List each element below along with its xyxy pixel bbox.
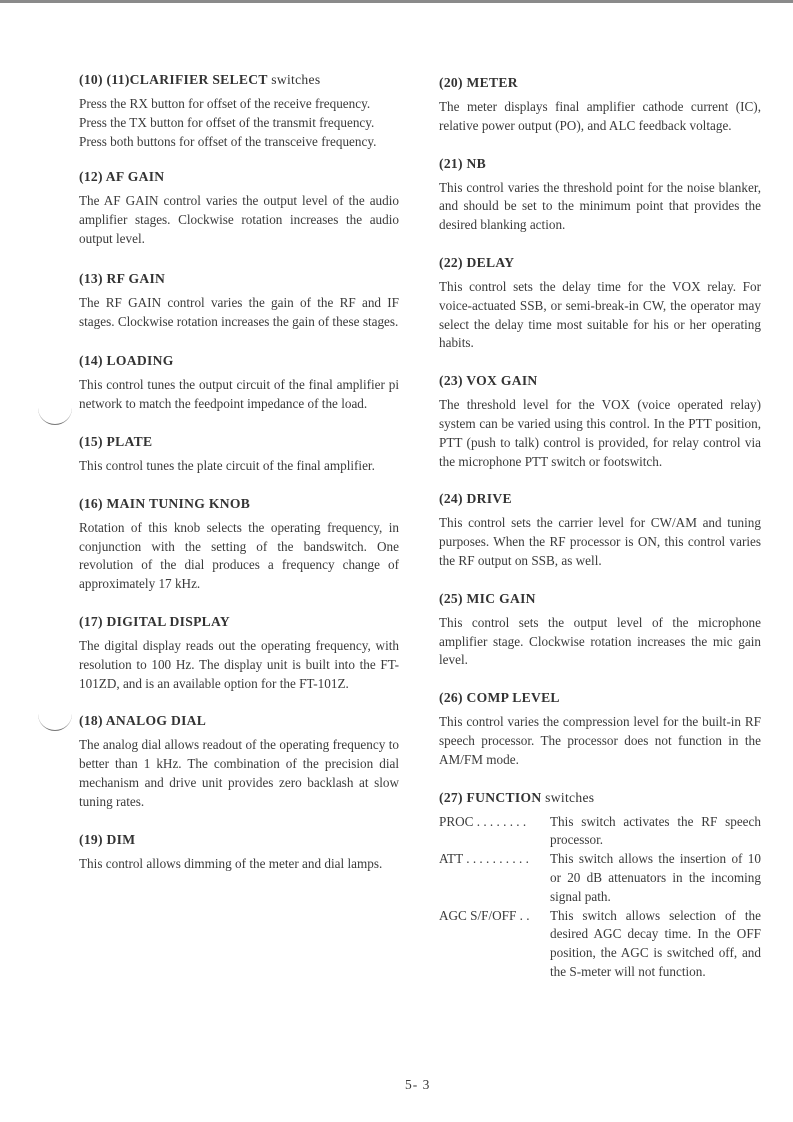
section-paragraph: The analog dial allows readout of the operating frequency to better than 1 kHz. The combination of the precision dial mechanism and drive unit provides zero backlash at slow tuning rates. bbox=[79, 737, 399, 809]
section-nb bbox=[439, 156, 761, 235]
section-title: (16) MAIN TUNING KNOB bbox=[79, 495, 251, 511]
right-column bbox=[439, 72, 761, 982]
function-row-agc bbox=[439, 907, 761, 982]
section-paragraph: The threshold level for the VOX (voice operated relay) system can be varied using this control. In the PTT position, PTT (push to talk) control is provided, for relay control via the microphone PTT switch or footswitch. bbox=[439, 397, 761, 469]
section-title: (24) DRIVE bbox=[439, 491, 512, 507]
section-title: (15) PLATE bbox=[79, 433, 153, 449]
section-paragraph: This control sets the carrier level for CW/AM and tuning purposes. When the RF processor is ON, this control varies the RF output on SSB, as well. bbox=[439, 515, 761, 568]
section-drive bbox=[439, 491, 761, 570]
section-rf-gain bbox=[79, 271, 399, 332]
section-paragraph: The digital display reads out the operating frequency, with resolution to 100 Hz. The display unit is built into the FT-101ZD, and is an available option for the FT-101Z. bbox=[79, 637, 399, 691]
margin-mark-2 bbox=[38, 714, 72, 731]
section-function-switches bbox=[439, 790, 761, 982]
section-paragraph: The AF GAIN control varies the output level of the audio amplifier stages. Clockwise rotation increases the audio output level. bbox=[79, 193, 399, 246]
section-paragraph: This control tunes the plate circuit of the final amplifier. bbox=[79, 457, 375, 473]
section-title: (23) VOX GAIN bbox=[439, 373, 538, 389]
section-vox-gain bbox=[439, 373, 761, 471]
section-title: (14) LOADING bbox=[79, 353, 174, 369]
section-paragraph: Press both buttons for offset of the transceive frequency. bbox=[79, 133, 377, 149]
section-title: (27) FUNCTION switches bbox=[439, 789, 595, 805]
section-title: (21) NB bbox=[439, 155, 487, 171]
section-clarifier bbox=[79, 72, 399, 151]
left-column bbox=[79, 72, 399, 873]
section-title: (10) (11)CLARIFIER SELECT switches bbox=[79, 72, 321, 87]
section-paragraph: This control varies the threshold point for the noise blanker, and should be set to the minimum point that provides the desired blanking action. bbox=[439, 179, 761, 233]
function-key: ATT . . . . . . . . . . bbox=[439, 851, 529, 867]
section-title: (26) COMP LEVEL bbox=[439, 690, 560, 706]
section-title: (18) ANALOG DIAL bbox=[79, 713, 207, 729]
section-loading bbox=[79, 353, 399, 414]
section-title: (19) DIM bbox=[79, 831, 136, 847]
function-desc: This switch allows selection of the desired AGC decay time. In the OFF position, the AGC is switched off, and the S-meter will not function. bbox=[550, 907, 761, 979]
function-row-proc bbox=[439, 813, 761, 851]
section-paragraph: This control tunes the output circuit of the final amplifier pi network to match the feedpoint impedance of the load. bbox=[79, 377, 399, 412]
function-key: AGC S/F/OFF . . bbox=[439, 907, 530, 923]
section-title: (25) MIC GAIN bbox=[439, 590, 536, 606]
function-desc: This switch activates the RF speech processor. bbox=[550, 813, 761, 848]
section-paragraph: The meter displays final amplifier cathode current (IC), relative power output (PO), and ALC feedback voltage. bbox=[439, 99, 761, 133]
section-mic-gain bbox=[439, 591, 761, 670]
section-title: (20) METER bbox=[439, 75, 518, 90]
function-key: PROC . . . . . . . . bbox=[439, 813, 527, 829]
function-desc: This switch allows the insertion of 10 or 20 dB attenuators in the incoming signal path. bbox=[550, 851, 761, 904]
section-paragraph: Press the RX button for offset of the receive frequency. bbox=[79, 96, 371, 111]
section-comp-level bbox=[439, 690, 761, 769]
section-paragraph: This control sets the delay time for the VOX relay. For voice-actuated SSB, or semi-break-in CW, the operator may select the delay time most suitable for his or her operating habits. bbox=[439, 278, 761, 351]
section-main-tuning bbox=[79, 496, 399, 594]
section-dim bbox=[79, 832, 399, 874]
section-meter bbox=[439, 75, 761, 136]
section-title: (22) DELAY bbox=[439, 254, 515, 270]
top-rule bbox=[0, 0, 793, 3]
section-paragraph: Rotation of this knob selects the operating frequency, in conjunction with the setting of the bandswitch. One revolution of the dial produces a frequency change of approximately 17 kHz. bbox=[79, 519, 399, 592]
section-title: (13) RF GAIN bbox=[79, 270, 166, 286]
section-paragraph: This control allows dimming of the meter and dial lamps. bbox=[79, 855, 383, 871]
section-af-gain bbox=[79, 169, 399, 248]
section-paragraph: The RF GAIN control varies the gain of the RF and IF stages. Clockwise rotation increases the gain of these stages. bbox=[79, 294, 399, 329]
section-plate bbox=[79, 434, 399, 476]
section-paragraph: This control sets the output level of the microphone amplifier stage. Clockwise rotation increases the mic gain level. bbox=[439, 614, 761, 668]
section-title: (12) AF GAIN bbox=[79, 169, 165, 185]
section-title: (17) DIGITAL DISPLAY bbox=[79, 613, 231, 629]
section-digital-display bbox=[79, 614, 399, 693]
section-analog-dial bbox=[79, 713, 399, 811]
section-paragraph: Press the TX button for offset of the transmit frequency. bbox=[79, 114, 375, 130]
margin-mark-1 bbox=[38, 408, 72, 425]
section-delay bbox=[439, 255, 761, 353]
function-row-att bbox=[439, 850, 761, 906]
section-paragraph: This control varies the compression level for the built-in RF speech processor. The processor does not function in the AM/FM mode. bbox=[439, 714, 761, 767]
page-number: 5- 3 bbox=[405, 1077, 431, 1092]
